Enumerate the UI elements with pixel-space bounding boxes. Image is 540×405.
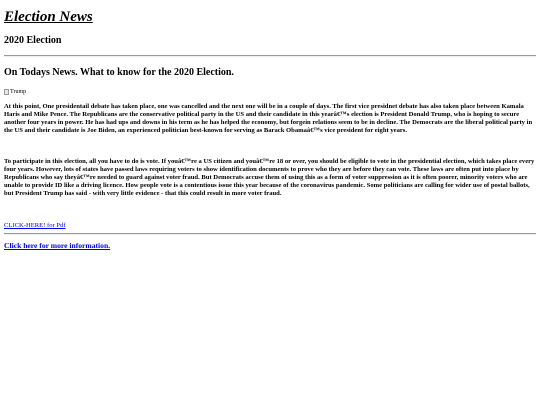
site-title: Election News xyxy=(4,9,93,25)
page-subtitle: 2020 Election xyxy=(4,35,62,46)
broken-image-icon xyxy=(4,89,9,95)
more-info-link[interactable]: Click here for more information. xyxy=(4,241,111,250)
article-paragraph: To participate in this election, all you have to do is vote. If youâ€™re a US citizen and youâ€™re 18 or over, you should be eligible to vote in the presidential election, which takes place every four years. However, lots of states have passed laws requiring voters to show identification documents to prove who they are before they can vote. These laws are often put into place by Republicans who say theyâ€™re needed to guard against voter fraud. But Democrats accuse them of using this as a form of voter suppression as it is often poorer, minority voters who are unable to provide ID like a driving licence. How people vote is a contentious issue this year because of the coronavirus pandemic. Some politicians are calling for wider use of postal ballots, but President Trump has said - with very little evidence - that this could result in more voter fraud. xyxy=(4,158,535,198)
divider-top xyxy=(4,55,536,57)
pdf-link[interactable]: CLICK-HERE! for Pdf xyxy=(4,222,66,229)
article-paragraph: At this point, One presidentail debate has taken place, one was cancelled and the next one will be in a couple of days. The first vice presidnet debate has also taken place between Kamala Haris and Mike Pence. The Republicans are the conservative political party in the US and their candidate in this yearâ€™s election is President Donald Trump, who is hoping to secure another four years in power. He has had ups and downs in his term as he has helped the economy, but forgein relations seem to be in decline. The Democrats are the liberal political party in the US and their candidate is Joe Biden, an experienced politician best-known for serving as Barack Obamaâ€™s vice president for eight years. xyxy=(4,103,533,135)
image-alt-text: Trump xyxy=(10,89,27,95)
article-image xyxy=(4,88,26,96)
article-heading: On Todays News. What to know for the 2020 Election. xyxy=(4,67,234,78)
divider-bottom xyxy=(4,233,536,235)
